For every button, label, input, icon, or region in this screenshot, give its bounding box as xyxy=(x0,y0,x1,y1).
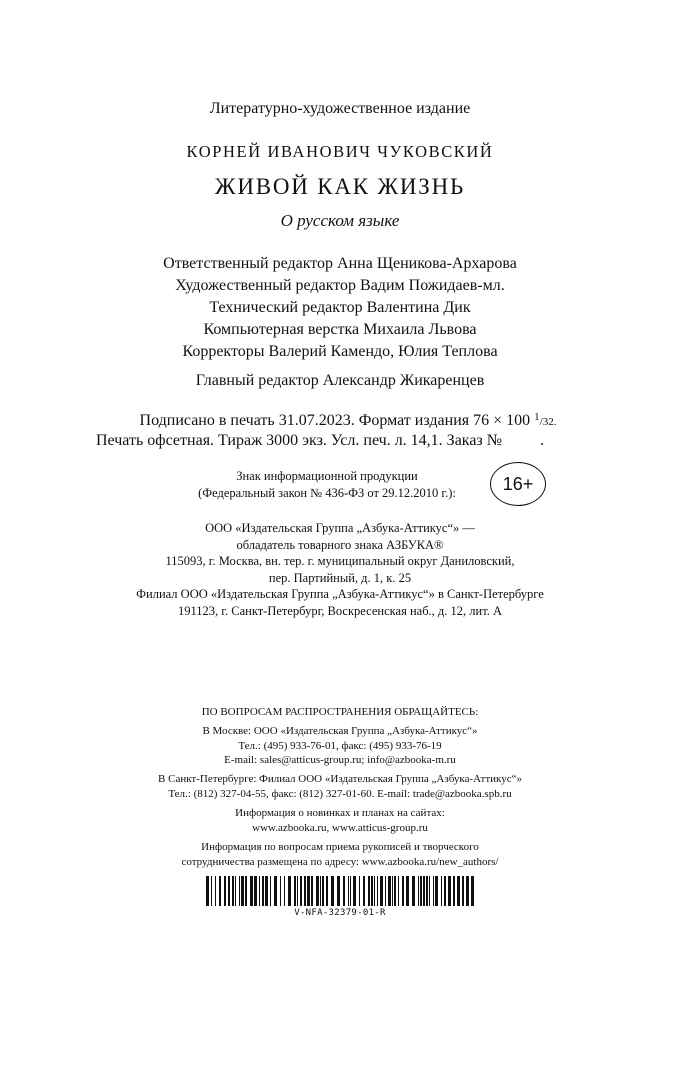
barcode-bar xyxy=(259,876,260,906)
distribution-moscow xyxy=(0,724,680,768)
age-rating-badge: 16+ xyxy=(490,462,546,506)
branch-block xyxy=(0,586,680,619)
barcode-bar xyxy=(320,876,321,906)
barcode-bar xyxy=(441,876,442,906)
barcode-bar xyxy=(337,876,340,906)
print-info-text: Подписано в печать 31.07.2023. Формат издания 76 × 100 xyxy=(139,412,535,429)
barcode-bar xyxy=(270,876,271,906)
barcode-bar xyxy=(348,876,349,906)
barcode-bar xyxy=(368,876,370,906)
barcode-bar xyxy=(371,876,373,906)
print-info-line-2 xyxy=(0,432,660,450)
barcode-bar xyxy=(466,876,469,906)
barcode-bar xyxy=(232,876,234,906)
barcode-bar xyxy=(402,876,404,906)
barcode-bar xyxy=(228,876,230,906)
barcode-bar xyxy=(241,876,244,906)
spb-office: В Санкт-Петербурге: Филиал ООО «Издательская Группа „Азбука-Аттикус“» xyxy=(158,773,522,785)
barcode-bar xyxy=(433,876,434,906)
publisher-trademark: обладатель товарного знака АЗБУКА® xyxy=(236,537,444,552)
barcode-bar xyxy=(377,876,378,906)
book-subtitle: О русском языке xyxy=(280,211,400,230)
barcode-bar xyxy=(300,876,302,906)
credit-technical-editor: Технический редактор Валентина Дик xyxy=(209,299,471,316)
barcode-bar xyxy=(219,876,221,906)
barcode-bar xyxy=(239,876,240,906)
info-product-sign xyxy=(172,468,482,502)
barcode-bar xyxy=(462,876,464,906)
credit-proofreaders: Корректоры Валерий Камендо, Юлия Теплова xyxy=(182,343,498,360)
barcode-bar xyxy=(224,876,226,906)
barcode-bar xyxy=(274,876,277,906)
series-label: Литературно-художественное издание xyxy=(209,100,471,117)
barcode-bar xyxy=(254,876,257,906)
print-info-line-1 xyxy=(8,411,680,430)
barcode-bar xyxy=(406,876,409,906)
barcode-bar xyxy=(380,876,383,906)
barcode-bar xyxy=(331,876,334,906)
barcode-bar xyxy=(265,876,268,906)
barcode-bar xyxy=(453,876,455,906)
moscow-office: В Москве: ООО «Издательская Группа „Азбука-Аттикус“» xyxy=(202,725,478,737)
publisher-name: ООО «Издательская Группа „Азбука-Аттикус“» — xyxy=(205,521,475,535)
barcode-bar xyxy=(374,876,375,906)
barcode-bar xyxy=(435,876,438,906)
info-sign-law: (Федеральный закон № 436-ФЗ от 29.12.2010 г.): xyxy=(198,486,456,500)
moscow-phone: Тел.: (495) 933-76-01, факс: (495) 933-76-19 xyxy=(238,739,442,752)
barcode-bar xyxy=(388,876,391,906)
barcode-bar xyxy=(235,876,236,906)
barcode-bar xyxy=(284,876,285,906)
authors-label: Информация по вопросам приема рукописей и творческого xyxy=(201,841,479,853)
barcode-bar xyxy=(420,876,422,906)
credit-layout: Компьютерная верстка Михаила Львова xyxy=(203,321,477,338)
barcode-bar xyxy=(471,876,474,906)
barcode-bar xyxy=(316,876,319,906)
order-number-blank: . xyxy=(540,432,545,449)
credit-art-editor: Художественный редактор Вадим Пожидаев-мл. xyxy=(175,277,505,294)
moscow-email: E-mail: sales@atticus-group.ru; info@azbooka-m.ru xyxy=(224,754,456,766)
barcode-bar xyxy=(297,876,298,906)
news-sites: www.azbooka.ru, www.atticus-group.ru xyxy=(252,821,428,834)
barcode-bar xyxy=(392,876,393,906)
barcode-bar xyxy=(359,876,360,906)
barcode-bar xyxy=(311,876,313,906)
publisher-block xyxy=(0,520,680,586)
distribution-authors xyxy=(0,840,680,869)
barcode-bar xyxy=(280,876,281,906)
barcode-bar xyxy=(353,876,356,906)
barcode xyxy=(206,876,474,906)
barcode-bar xyxy=(288,876,291,906)
distribution-spb xyxy=(0,772,680,801)
book-title: ЖИВОЙ КАК ЖИЗНЬ xyxy=(214,174,466,199)
credit-chief-editor: Главный редактор Александр Жикаренцев xyxy=(195,372,485,389)
barcode-bar xyxy=(343,876,345,906)
news-label: Информация о новинках и планах на сайтах: xyxy=(235,807,445,819)
branch-address: 191123, г. Санкт-Петербург, Воскресенская наб., д. 12, лит. А xyxy=(177,603,503,618)
authors-url: сотрудничества размещена по адресу: www.azbooka.ru/new_authors/ xyxy=(181,855,499,868)
print-info-text-2: Печать офсетная. Тираж 3000 экз. Усл. печ. л. 14,1. Заказ № xyxy=(95,432,503,449)
barcode-bar xyxy=(412,876,415,906)
distribution-heading: ПО ВОПРОСАМ РАСПРОСТРАНЕНИЯ ОБРАЩАЙТЕСЬ: xyxy=(201,706,479,718)
barcode-bar xyxy=(307,876,310,906)
barcode-number: V-NFA-32379-01-R xyxy=(294,908,386,918)
barcode-bar xyxy=(457,876,460,906)
barcode-bar xyxy=(211,876,212,906)
barcode-bar xyxy=(206,876,209,906)
barcode-bar xyxy=(385,876,386,906)
barcode-bar xyxy=(215,876,216,906)
info-sign-label: Знак информационной продукции xyxy=(236,469,418,483)
branch-name: Филиал ООО «Издательская Группа „Азбука-Аттикус“» в Санкт-Петербурге xyxy=(136,587,544,601)
barcode-bar xyxy=(262,876,264,906)
publisher-address-1: 115093, г. Москва, вн. тер. г. муниципальный округ Даниловский, xyxy=(165,554,515,568)
author-name: КОРНЕЙ ИВАНОВИЧ ЧУКОВСКИЙ xyxy=(186,142,494,161)
barcode-bar xyxy=(294,876,296,906)
barcode-bar xyxy=(245,876,247,906)
credit-responsible-editor: Ответственный редактор Анна Щеникова-Архарова xyxy=(163,255,517,272)
barcode-bar xyxy=(429,876,430,906)
barcode-bar xyxy=(423,876,425,906)
barcode-bar xyxy=(426,876,428,906)
format-denominator: /32. xyxy=(539,416,557,428)
distribution-news xyxy=(0,806,680,835)
barcode-bar xyxy=(363,876,365,906)
barcode-bar xyxy=(394,876,396,906)
barcode-bar xyxy=(350,876,351,906)
barcode-bar xyxy=(250,876,253,906)
spb-contacts: Тел.: (812) 327-04-55, факс: (812) 327-01-60. E-mail: trade@azbooka.spb.ru xyxy=(168,787,512,800)
barcode-bar xyxy=(398,876,399,906)
barcode-bar xyxy=(448,876,451,906)
format-numerator: 1 xyxy=(534,411,540,423)
barcode-bar xyxy=(322,876,324,906)
barcode-bar xyxy=(444,876,446,906)
barcode-bar xyxy=(304,876,306,906)
barcode-bar xyxy=(418,876,419,906)
publisher-address-2: пер. Партийный, д. 1, к. 25 xyxy=(268,570,412,585)
barcode-bar xyxy=(326,876,328,906)
